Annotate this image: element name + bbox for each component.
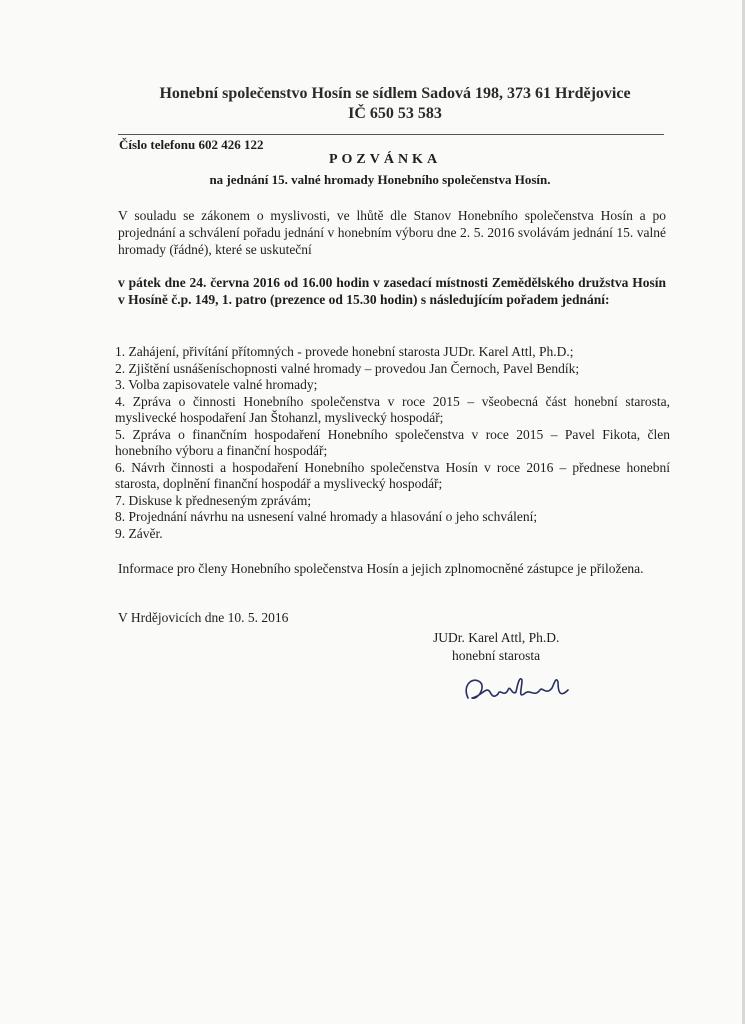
agenda-item: 7. Diskuse k předneseným zprávám; bbox=[115, 492, 312, 508]
agenda-item: 4. Zpráva o činnosti Honebního společenstva v roce 2015 – všeobecná část honební starosta, myslivecké hospodaření Jan Štohanzl, myslivecký hospodář; bbox=[115, 393, 670, 425]
agenda-item: 5. Zpráva o finančním hospodaření Honebního společenstva v roce 2015 – Pavel Fikota, člen honebního výboru a finanční hospodář; bbox=[115, 426, 670, 458]
agenda-list bbox=[115, 344, 670, 542]
document-subtitle: na jednání 15. valné hromady Honebního společenstva Hosín. bbox=[209, 172, 551, 187]
meeting-details: v pátek dne 24. června 2016 od 16.00 hodin v zasedací místnosti Zemědělského družstva Hosín v Hosíně č.p. 149, 1. patro (prezence od 15.30 hodin) s následujícím pořadem jednání: bbox=[118, 275, 666, 307]
agenda-item: 1. Zahájení, přivítání přítomných - provede honební starosta JUDr. Karel Attl, Ph.D.; bbox=[115, 344, 574, 359]
signatory-role: honební starosta bbox=[452, 648, 541, 663]
phone-number: Číslo telefonu 602 426 122 bbox=[119, 137, 264, 152]
letterhead-line-2: IČ 650 53 583 bbox=[348, 105, 442, 122]
handwritten-signature bbox=[458, 668, 578, 710]
letterhead-line-1: Honební společenstvo Hosín se sídlem Sadová 198, 373 61 Hrdějovice bbox=[159, 85, 631, 102]
place-and-date: V Hrdějovicích dne 10. 5. 2016 bbox=[118, 610, 289, 625]
letterhead bbox=[100, 84, 690, 124]
agenda-item: 8. Projednání návrhu na usnesení valné hromady a hlasování o jeho schválení; bbox=[115, 509, 538, 524]
agenda-item: 2. Zjištění usnášeníschopnosti valné hromady – provedou Jan Černoch, Pavel Bendík; bbox=[115, 360, 580, 376]
info-paragraph: Informace pro členy Honebního společenstva Hosín a jejich zplnomocněné zástupce je přiložena. bbox=[118, 561, 644, 576]
agenda-item: 9. Závěr. bbox=[115, 525, 163, 541]
intro-paragraph: V souladu se zákonem o myslivosti, ve lhůtě dle Stanov Honebního společenstva Hosín a po projednání a schválení pořadu jednání v honebním výboru dne 2. 5. 2016 svolávám jednání 15. valné hromady (řádné), které se uskuteční bbox=[118, 208, 666, 257]
letterhead-divider bbox=[118, 134, 664, 135]
agenda-item: 6. Návrh činnosti a hospodaření Honebního společenstva Hosín v roce 2016 – přednese honební starosta, doplnění finanční hospodář a myslivecký hospodář; bbox=[115, 459, 670, 491]
agenda-item: 3. Volba zapisovatele valné hromady; bbox=[115, 377, 318, 392]
document-title: POZVÁNKA bbox=[328, 152, 442, 167]
signatory-name: JUDr. Karel Attl, Ph.D. bbox=[433, 630, 560, 645]
